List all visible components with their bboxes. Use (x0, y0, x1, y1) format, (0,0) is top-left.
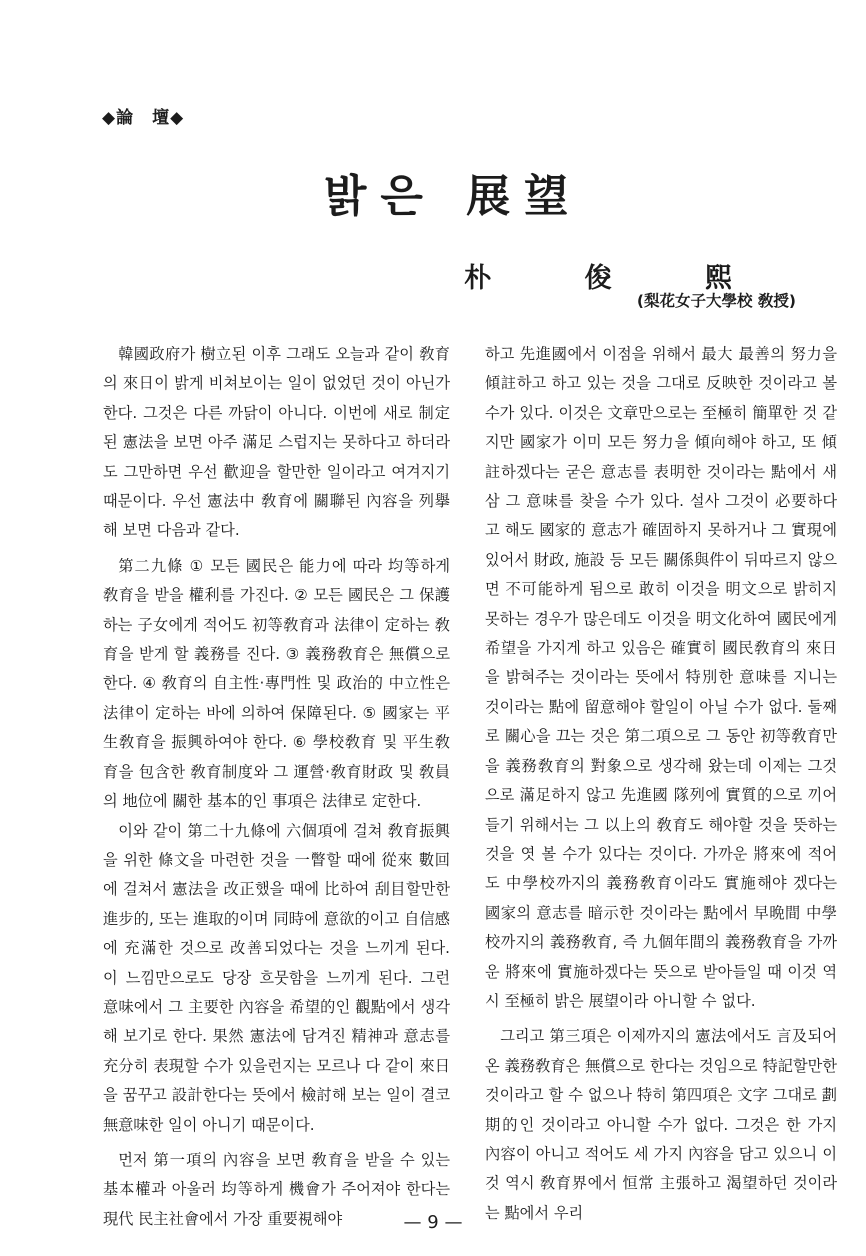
author-name: 朴 俊 熙 (464, 263, 774, 294)
article-title: 밝은 展望 (323, 171, 583, 222)
paragraph: 韓國政府가 樹立된 이후 그래도 오늘과 같이 敎育의 來日이 밝게 비쳐보이는 일이 없었던 것이 아닌가 한다. 그것은 다른 까닭이 아니다. 이번에 새로 制定된 憲法을 보면 아주 滿足 스럽지는 못하다고 하더라도 그만하면 우선 歡迎을 할만한 일이라고 여겨지기 때문이다. 우선 憲法中 敎育에 關聯된 內容을 列擧해 보면 다음과 같다. (103, 345, 450, 540)
paragraph: 먼저 第一項의 內容을 보면 敎育을 받을 수 있는 基本權과 아울러 均等하게 機會가 주어져야 한다는 現代 民主社會에서 가장 重要視해야 (103, 1150, 450, 1228)
paragraph: 이와 같이 第二十九條에 六個項에 걸쳐 敎育振興을 위한 條文을 마련한 것을 一瞥할 때에 從來 數回에 걸쳐서 憲法을 改正했을 때에 比하여 刮目할만한 進步的, 또는 進取的이며 同時에 意欲的이고 自信感에 充滿한 것으로 改善되었다는 것을 느끼게 된다. 이 느낌만으로도 당장 흐뭇함을 느끼게 된다. 그런 意味에서 그 主要한 內容을 希望的인 觀點에서 생각해 보기로 한다. 果然 憲法에 담겨진 精神과 意志를 充分히 表現할 수가 있을런지는 모르나 다 같이 來日을 꿈꾸고 設計한다는 뜻에서 檢討해 보는 일이 결코 無意味한 일이 아니기 때문이다. (103, 821, 450, 1134)
left-column (103, 340, 450, 1234)
right-column (485, 340, 837, 1228)
section-tag: ◆論 壇◆ (102, 108, 185, 128)
paragraph: 第二九條 ① 모든 國民은 能力에 따라 均等하게 敎育을 받을 權利를 가진다. ② 모든 國民은 그 保護하는 子女에게 적어도 初等敎育과 法律이 定하는 敎育을 받게 할 義務를 진다. ③ 義務敎育은 無償으로 한다. ④ 敎育의 自主性·專門性 및 政治的 中立性은 法律이 定하는 바에 의하여 保障된다. ⑤ 國家는 平生敎育을 振興하여야 한다. ⑥ 學校敎育 및 平生敎育을 包含한 敎育制度와 그 運營·敎育財政 및 敎員의 地位에 關한 基本的인 事項은 法律로 定한다. (103, 556, 450, 811)
paragraph: 하고 先進國에서 이점을 위해서 最大 最善의 努力을 傾註하고 하고 있는 것을 그대로 反映한 것이라고 볼 수가 있다. 이것은 文章만으로는 至極히 簡單한 것 같지만 國家가 이미 모든 努力을 傾向해야 하고, 또 傾註하겠다는 굳은 意志를 表明한 것이라는 點에서 새삼 그 意味를 찾을 수가 있다. 설사 그것이 必要하다고 해도 國家的 意志가 確固하지 못하거나 그 實現에 있어서 財政, 施設 등 모든 關係與件이 뒤따르지 않으면 不可能하게 됨으로 敢히 이것을 明文으로 밝히지 못하는 경우가 많은데도 이것을 明文化하여 國民에게 希望을 가지게 하고 있음은 確實히 國民敎育의 來日을 밝혀주는 것이라는 뜻에서 特別한 意味를 지니는 것이라는 點에 留意해야 할일이 아닐 수가 없다. 둘째로 關心을 끄는 것은 第二項으로 그 동안 初等敎育만을 義務敎育의 對象으로 생각해 왔는데 이제는 그것으로 滿足하지 않고 先進國 隊列에 實質的으로 끼어들기 위해서는 그 以上의 敎育도 해야할 것을 뜻하는 것을 엿 볼 수가 있다는 것이다. 가까운 將來에 적어도 中學校까지의 義務敎育이라도 實施해야 겠다는 國家의 意志를 暗示한 것이라는 點에서 早晩間 中學校까지의 義務敎育, 즉 九個年間의 義務敎育을 가까운 將來에 實施하겠다는 뜻으로 받아들일 때 이것 역시 至極히 밝은 展望이라 아니할 수 없다. (485, 345, 837, 1010)
paragraph: 그리고 第三項은 이제까지의 憲法에서도 言及되어 온 義務敎育은 無償으로 한다는 것임으로 特記할만한 것이라고 할 수 없으나 特히 第四項은 文字 그대로 劃期的인 것이라고 아니할 수가 없다. 그것은 한 가지 內容이 아니고 적어도 세 가지 內容을 담고 있으니 이것 역시 敎育界에서 恒常 主張하고 渴望하던 것이라는 點에서 우리 (485, 1027, 837, 1222)
page-number: — 9 — (403, 1212, 463, 1233)
author-affiliation: (梨花女子大學校 敎授) (636, 292, 796, 310)
